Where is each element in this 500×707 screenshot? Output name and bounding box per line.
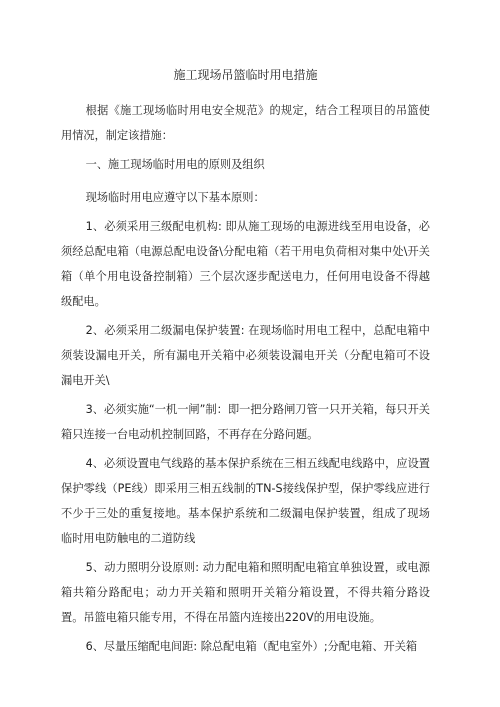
intro-paragraph: 根据《施工现场临时用电安全规范》的规定，结合工程项目的吊篮使用情况，制定该措施：	[61, 104, 430, 142]
principle-3: 3、必须实施“一机一闸”制：即一把分路闸刀管一只开关箱，每只开关箱只连接一台电动机控制回路，不再存在分路问题。	[61, 403, 430, 441]
principle-5: 5、动力照明分设原则: 动力配电箱和照明配电箱宜单独设置，或电源箱共箱分路配电；动力开关箱和照明开关箱分箱设置，不得共箱分路设置。吊篮电箱只能专用，不得在吊篮内连接出220V的用电设施。	[61, 561, 430, 624]
principle-4: 4、必须设置电气线路的基本保护系统在三相五线配电线路中，应设置保护零线（PE线）即采用三相五线制的TN-S接线保护型，保护零线应进行不少于三处的重复接地。基本保护系统和二级漏电保护装置，组成了现场临时用电防触电的二道防线	[61, 457, 430, 545]
document-title: 施工现场吊篮临时用电措施	[173, 68, 318, 82]
section-heading: 一、施工现场临时用电的原则及组织	[85, 158, 265, 171]
principle-6: 6、尽量压缩配电间距: 除总配电箱（配电室外）;分配电箱、开关箱	[85, 640, 418, 653]
principle-1: 1、必须采用三级配电机构: 即从施工现场的电源进线至用电设备，必须经总配电箱（电源总配电设备\分配电箱（若干用电负荷相对集中处\开关箱（单个用电设备控制箱）三个层次逐步配送电力，任何用电设备不得越级配电。	[61, 220, 430, 308]
principle-2: 2、必须采用二级漏电保护装置: 在现场临时用电工程中，总配电箱中须装设漏电开关，所有漏电开关箱中必须装设漏电开关（分配电箱可不设漏电开关\	[61, 324, 430, 387]
principles-intro: 现场临时用电应遵守以下基本原则：	[85, 191, 265, 204]
